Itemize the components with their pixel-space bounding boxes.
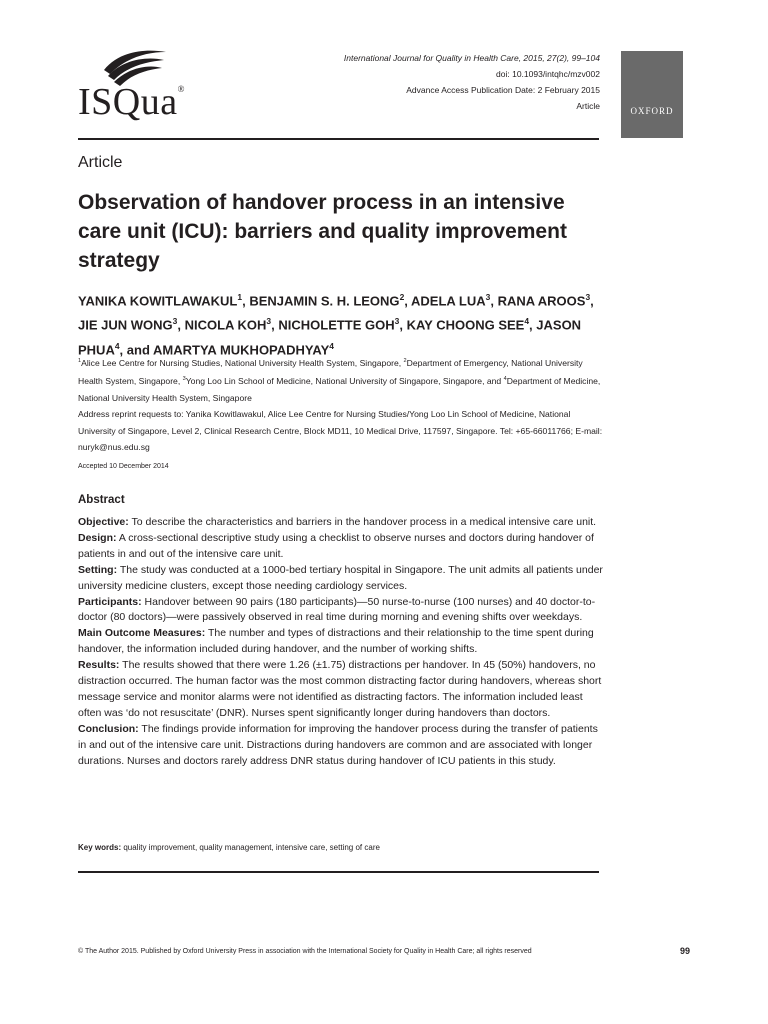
author-name: BENJAMIN S. H. LEONG: [249, 293, 400, 309]
isqua-wordmark: ISQua®: [78, 81, 185, 123]
abstract-section-text: The number and types of distractions and their relationship to the time spent during handover, the information included during handover, and the number of working shifts.: [78, 627, 594, 656]
author-name: YANIKA KOWITLAWAKUL: [78, 293, 238, 309]
abstract-heading: Abstract: [78, 494, 125, 506]
abstract-section: [78, 658, 603, 722]
accepted-date: Accepted 10 December 2014: [78, 463, 169, 470]
author-name: AMARTYA MUKHOPADHYAY: [153, 341, 330, 357]
author-affiliation-mark: 3: [585, 292, 591, 302]
affiliation-text: Department of Medicine, National University Health System, Singapore: [78, 376, 601, 403]
author-name: RANA AROOS: [497, 293, 586, 309]
author-affiliation-mark: 3: [266, 316, 272, 327]
author-separator: ,: [590, 293, 594, 309]
affiliation-mark: 3: [182, 376, 186, 383]
abstract-section-text: The results showed that there were 1.26 (±1.75) distractions per handover. In 45 (50%) handovers, no distraction occurred. The human factor was the most common distracting factor during handovers, whereas short message service and monitor alarms were not identified as distracting factors. The information included least often was ‘do not resuscitate’ (DNR). Nurses spent significantly longer during handovers than doctors.: [78, 659, 602, 719]
oxford-wordmark: OXFORD: [630, 106, 674, 116]
section-label: Article: [78, 154, 123, 171]
author-name: NICHOLETTE GOH: [278, 317, 395, 333]
journal-doi: doi: 10.1093/intqhc/mzv002: [496, 69, 600, 79]
author-separator: ,: [242, 293, 250, 309]
abstract-section: [78, 626, 603, 658]
author-affiliation-mark: 4: [114, 340, 120, 351]
affiliation-mark: 4: [503, 376, 507, 383]
top-divider: [78, 138, 599, 140]
copyright-notice: © The Author 2015. Published by Oxford University Press in association with the International Society for Quality in Health Care; all rights reserved: [78, 948, 532, 955]
author-name: KAY CHOONG SEE: [406, 317, 525, 333]
journal-article-type: Article: [576, 101, 600, 111]
affiliations: [78, 353, 603, 406]
journal-citation: International Journal for Quality in Health Care, 2015, 27(2), 99–104: [343, 53, 600, 63]
abstract-section-text: The findings provide information for improving the handover process during the transfer of patients in and out of the intensive care unit. Distractions during handovers are common and are associated with longer durations. Nurses and doctors rarely address DNR status during handover of ICU patients in this study.: [78, 722, 598, 767]
author-separator: ,: [177, 317, 185, 333]
abstract-section-label: Participants:: [78, 595, 142, 608]
author-name: ADELA LUA: [411, 293, 486, 309]
keywords-text: quality improvement, quality management, intensive care, setting of care: [123, 843, 380, 852]
keywords: [78, 843, 380, 852]
abstract-section-label: Setting:: [78, 563, 118, 576]
affiliation-text: Alice Lee Centre for Nursing Studies, National University Health System, Singapore,: [81, 357, 404, 368]
abstract-section-text: To describe the characteristics and barriers in the handover process in a medical intensive care unit.: [131, 516, 597, 528]
journal-publication-date: Advance Access Publication Date: 2 February 2015: [406, 85, 600, 95]
affiliation-mark: 1: [78, 358, 82, 364]
author-separator: , and: [119, 341, 154, 357]
abstract-section-text: The study was conducted at a 1000-bed tertiary hospital in Singapore. The unit admits all patients under university medicine clusters, except those needing cardiology services.: [78, 563, 603, 592]
author-affiliation-mark: 3: [172, 316, 178, 327]
page-number: 99: [679, 946, 690, 956]
abstract-section: [78, 563, 603, 595]
author-affiliation-mark: 1: [237, 292, 243, 302]
author-name: JASON PHUA: [78, 317, 582, 357]
affiliation-mark: 2: [403, 358, 407, 364]
abstract-section-label: Objective:: [78, 516, 129, 528]
author-separator: ,: [399, 317, 407, 333]
journal-info: [240, 50, 600, 114]
author-affiliation-mark: 4: [524, 316, 530, 327]
abstract-body: [78, 515, 603, 770]
abstract-section-text: Handover between 90 pairs (180 participants)—50 nurse-to-nurse (100 nurses) and 40 doctor-to-doctor (80 doctors)—were passively observed in real time during morning and evening shifts over weekdays.: [78, 595, 596, 624]
reprint-address: Address reprint requests to: Yanika Kowitlawakul, Alice Lee Centre for Nursing Studies/Yong Loo Lin School of Medicine, National University of Singapore, Level 2, Clinical Research Centre, Block MD11, 10 Medical Drive, 117597, Singapore. Tel: +65-66011766; E-mail: nuryk@nus.edu.sg: [78, 409, 603, 452]
author-name: NICOLA KOH: [184, 317, 267, 333]
author-list: [78, 287, 608, 360]
author-name: JIE JUN WONG: [78, 317, 173, 333]
article-title: Observation of handover process in an intensive care unit (ICU): barriers and quality improvement strategy: [78, 191, 567, 272]
author-affiliation-mark: 3: [394, 316, 400, 327]
oxford-logo: [621, 51, 683, 138]
abstract-section-text: A cross-sectional descriptive study using a checklist to observe nurses and doctors during handover of patients in and out of the intensive care unit.: [78, 531, 594, 560]
affiliation-text: Department of Emergency, National University Health System, Singapore,: [78, 357, 583, 387]
author-affiliation-mark: 4: [329, 340, 334, 351]
author-separator: ,: [404, 293, 412, 309]
abstract-section: [78, 531, 603, 563]
isqua-logo: [78, 46, 188, 122]
author-separator: ,: [271, 317, 279, 333]
abstract-section: [78, 722, 603, 770]
abstract-section: [78, 595, 603, 627]
abstract-section-label: Results:: [78, 659, 120, 672]
abstract-section-label: Design:: [78, 531, 117, 544]
author-separator: ,: [490, 293, 498, 309]
bottom-divider: [78, 871, 599, 873]
keywords-label: Key words:: [78, 843, 122, 852]
abstract-section-label: Main Outcome Measures:: [78, 627, 206, 640]
affiliation-text: Yong Loo Lin School of Medicine, National University of Singapore, Singapore, and: [185, 376, 504, 387]
abstract-section: [78, 515, 603, 531]
author-affiliation-mark: 2: [399, 292, 405, 302]
author-separator: ,: [529, 317, 537, 333]
author-affiliation-mark: 3: [485, 292, 491, 302]
abstract-section-label: Conclusion:: [78, 722, 139, 735]
